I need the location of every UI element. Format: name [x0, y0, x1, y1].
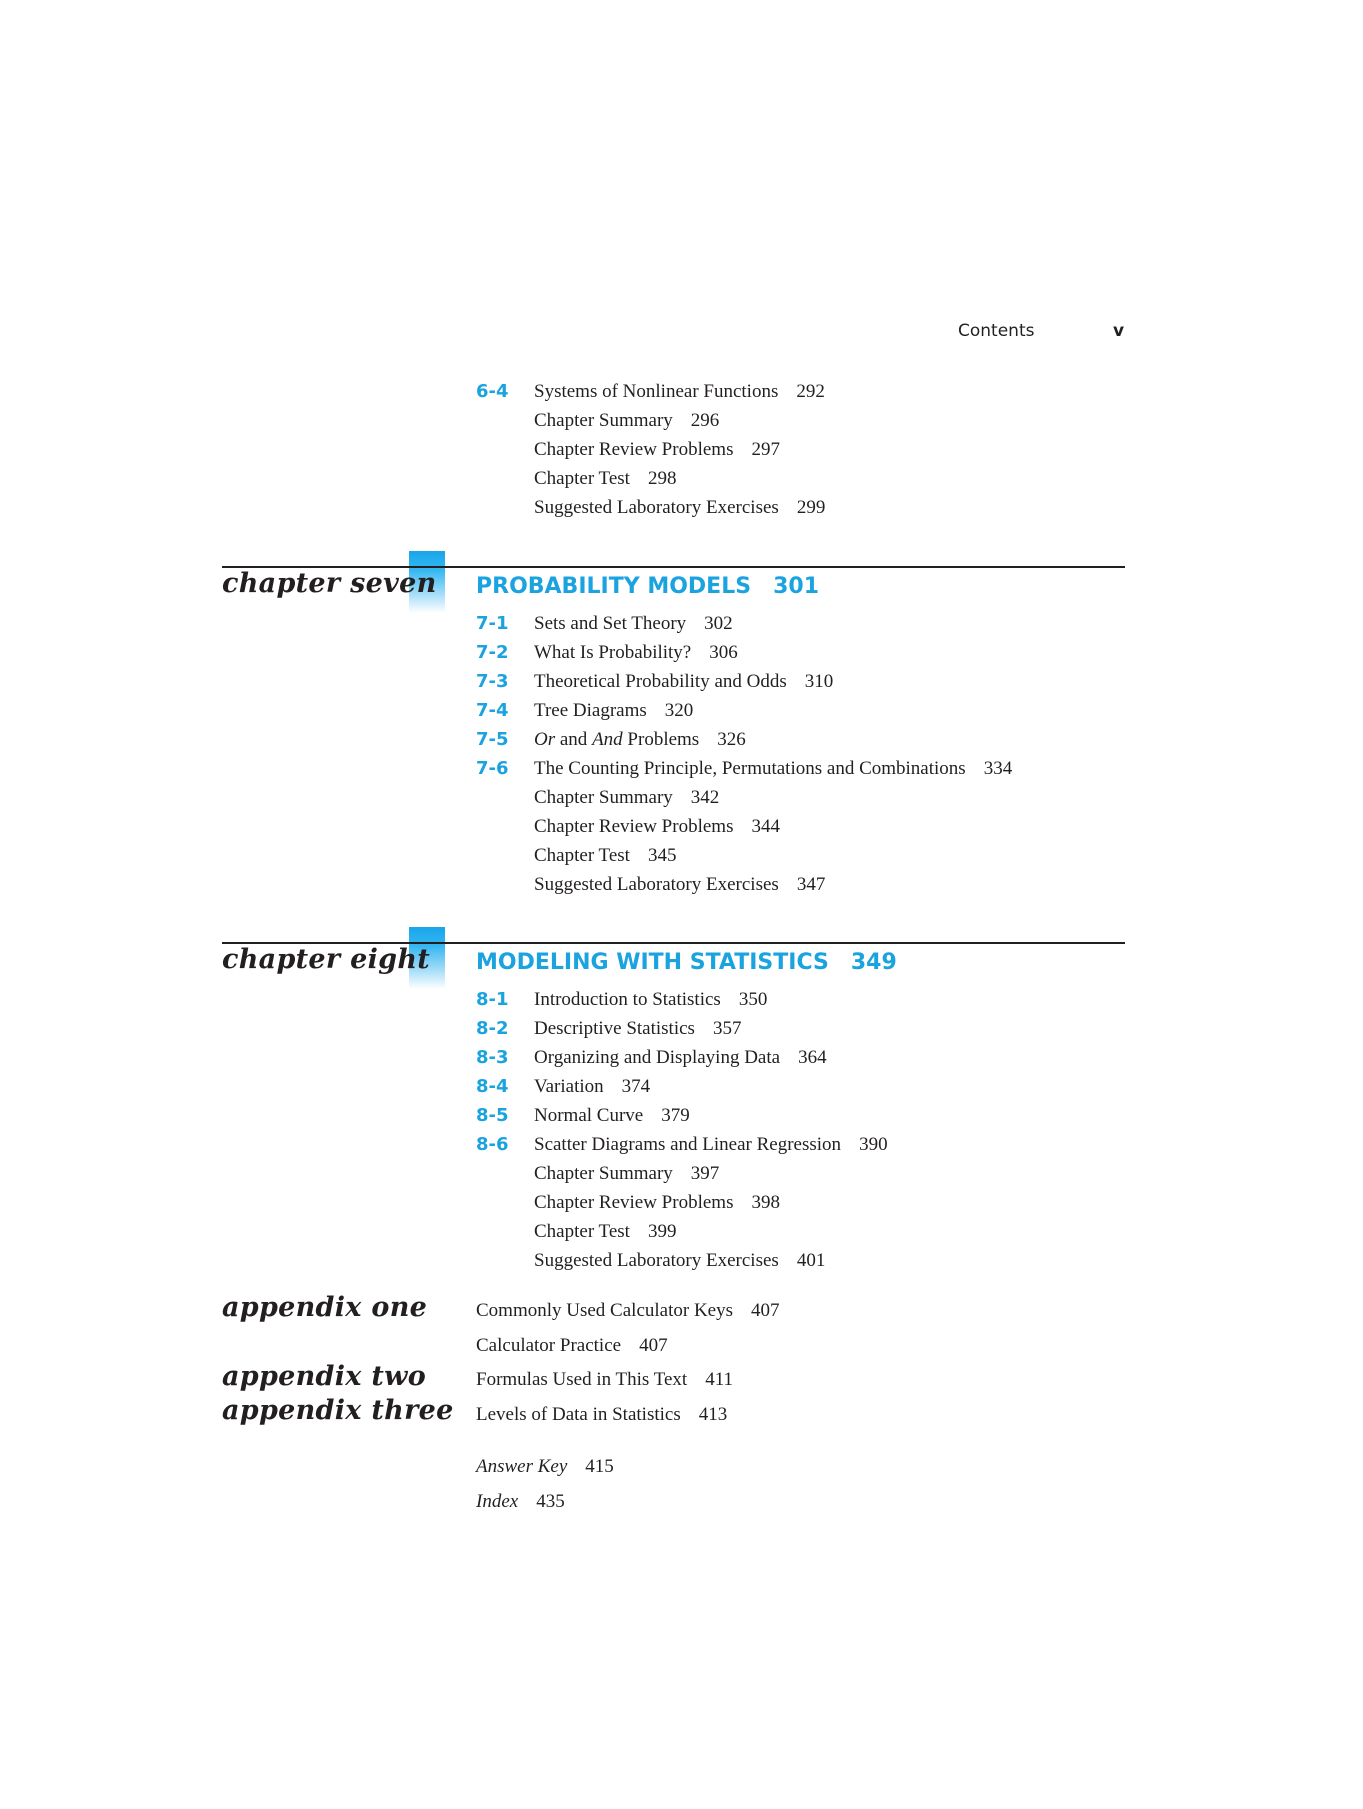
entry-page: 298 — [647, 468, 677, 489]
entry-title: Theoretical Probability and Odds — [534, 671, 787, 692]
chapter-eight-label: chapter eight — [222, 944, 431, 975]
entry-title: Suggested Laboratory Exercises — [534, 874, 779, 895]
entry-title: Chapter Summary — [534, 1163, 673, 1184]
entry-page: 306 — [709, 642, 738, 663]
entry-page: 320 — [664, 700, 694, 721]
section-number: 7-5 — [476, 729, 509, 750]
entry-title: Calculator Practice — [476, 1335, 622, 1356]
entry-title: Formulas Used in This Text — [476, 1369, 688, 1390]
entry-page: 310 — [804, 671, 834, 692]
chapter-title-page: 349 — [850, 950, 897, 975]
entry-title: Suggested Laboratory Exercises — [534, 497, 779, 518]
section-number: 6-4 — [476, 381, 509, 402]
entry-title: Descriptive Statistics — [534, 1018, 695, 1039]
answer-key-entry[interactable] — [476, 1456, 614, 1478]
section-number: 8-4 — [476, 1076, 509, 1097]
chapter-title-page: 301 — [773, 574, 820, 599]
entry-page: 435 — [536, 1491, 565, 1512]
entry-title-and-word: and — [555, 729, 593, 750]
entry-page: 344 — [751, 816, 780, 837]
entry-page: 397 — [690, 1163, 720, 1184]
chapter-title-text: PROBABILITY MODELS — [476, 574, 752, 599]
entry-title: Introduction to Statistics — [534, 989, 721, 1010]
section-number: 8-1 — [476, 989, 509, 1010]
entry-page: 379 — [661, 1105, 690, 1126]
entry-title-rest: Problems — [622, 729, 700, 750]
entry-page: 326 — [717, 729, 746, 750]
entry-page: 413 — [698, 1404, 728, 1425]
entry-title: Chapter Test — [534, 1221, 630, 1242]
appendix-entry[interactable] — [476, 1404, 727, 1426]
section-number: 8-3 — [476, 1047, 509, 1068]
entry-page: 390 — [859, 1134, 888, 1155]
entry-page: 350 — [738, 989, 768, 1010]
page-folio: v — [1113, 321, 1125, 341]
section-number: 8-5 — [476, 1105, 509, 1126]
entry-page: 407 — [751, 1300, 780, 1321]
entry-title: Sets and Set Theory — [534, 613, 687, 634]
chapter-eight-title[interactable] — [476, 950, 897, 975]
entry-title: Tree Diagrams — [534, 700, 647, 721]
section-number: 7-6 — [476, 758, 509, 779]
entry-page: 296 — [690, 410, 720, 431]
entry-title: Commonly Used Calculator Keys — [476, 1300, 733, 1321]
entry-title: Answer Key — [476, 1456, 568, 1477]
entry-title: Chapter Test — [534, 845, 630, 866]
entry-title: Systems of Nonlinear Functions — [534, 381, 779, 402]
entry-title: Suggested Laboratory Exercises — [534, 1250, 779, 1271]
appendix-entry[interactable] — [476, 1300, 780, 1322]
entry-title: Chapter Test — [534, 468, 630, 489]
entry-title: The Counting Principle, Permutations and Combinations — [534, 758, 966, 779]
section-number: 8-6 — [476, 1134, 509, 1155]
appendix-three-label: appendix three — [222, 1395, 454, 1426]
index-entry[interactable] — [476, 1491, 565, 1513]
entry-page: 302 — [704, 613, 733, 634]
section-number: 8-2 — [476, 1018, 509, 1039]
entry-page: 292 — [796, 381, 825, 402]
entry-page: 374 — [621, 1076, 651, 1097]
entry-page: 342 — [690, 787, 720, 808]
entry-page: 398 — [751, 1192, 780, 1213]
entry-title: Chapter Review Problems — [534, 816, 734, 837]
entry-title: Chapter Summary — [534, 787, 673, 808]
appendix-entry[interactable] — [476, 1335, 668, 1357]
section-number: 7-1 — [476, 613, 509, 634]
chapter-seven-label: chapter seven — [222, 568, 437, 599]
entry-page: 401 — [796, 1250, 826, 1271]
running-head: Contents — [958, 321, 1035, 341]
entry-page: 399 — [647, 1221, 677, 1242]
entry-title: Normal Curve — [534, 1105, 644, 1126]
section-number: 7-2 — [476, 642, 509, 663]
entry-title-or: Or — [534, 729, 556, 750]
entry-page: 364 — [798, 1047, 827, 1068]
section-number: 7-4 — [476, 700, 509, 721]
chapter-title-text: MODELING WITH STATISTICS — [476, 950, 829, 975]
entry-page: 415 — [585, 1456, 614, 1477]
entry-title: Scatter Diagrams and Linear Regression — [534, 1134, 842, 1155]
appendix-two-label: appendix two — [222, 1361, 427, 1392]
entry-page: 297 — [751, 439, 780, 460]
entry-title: Variation — [534, 1076, 604, 1097]
entry-title: Chapter Review Problems — [534, 1192, 734, 1213]
entry-page: 334 — [983, 758, 1013, 779]
entry-page: 299 — [796, 497, 826, 518]
section-number: 7-3 — [476, 671, 509, 692]
entry-title: Chapter Review Problems — [534, 439, 734, 460]
entry-title: What Is Probability? — [534, 642, 692, 663]
chapter-seven-title[interactable] — [476, 574, 819, 599]
entry-page: 357 — [712, 1018, 742, 1039]
entry-title: Index — [476, 1491, 519, 1512]
appendix-entry[interactable] — [476, 1369, 733, 1391]
entry-title: Organizing and Displaying Data — [534, 1047, 781, 1068]
entry-title: Levels of Data in Statistics — [476, 1404, 681, 1425]
entry-page: 345 — [647, 845, 677, 866]
entry-title-and: And — [592, 729, 623, 750]
entry-page: 347 — [796, 874, 826, 895]
entry-title: Chapter Summary — [534, 410, 673, 431]
appendix-one-label: appendix one — [222, 1292, 428, 1323]
entry-page: 407 — [639, 1335, 668, 1356]
entry-page: 411 — [705, 1369, 733, 1390]
